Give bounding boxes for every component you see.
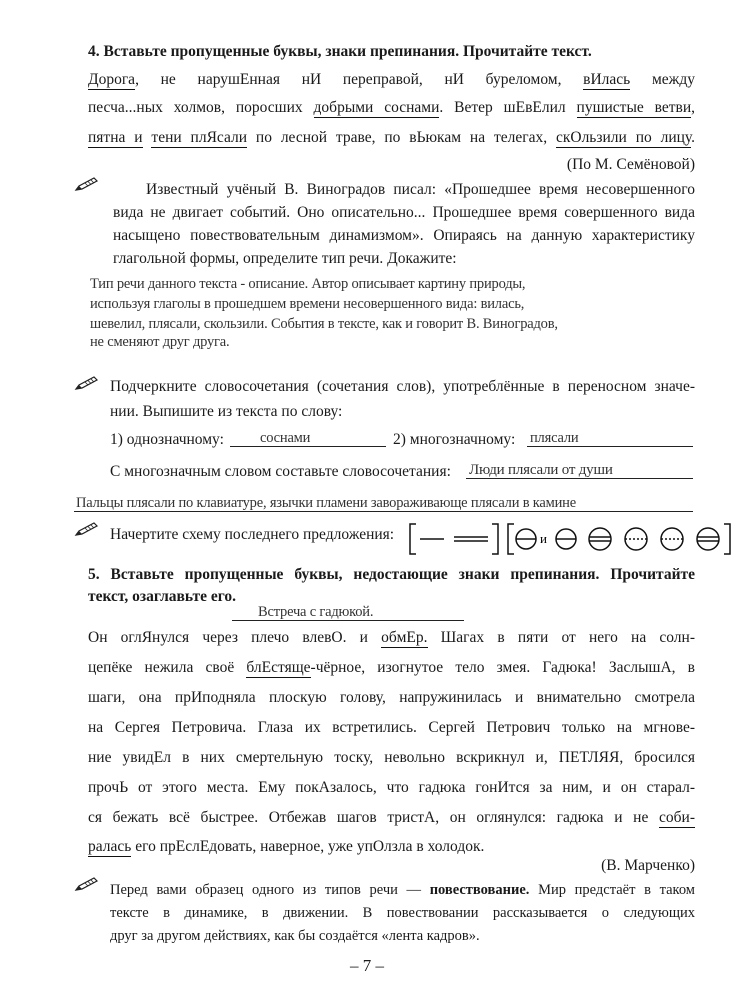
scheme-conjunction: и [540,531,547,546]
figurative-line-1: Подчеркните словосочетания (сочетания слов), употреблённые в переносном значе- [110,378,695,395]
underlined-phrase: добрыми соснами [313,99,440,116]
text-segment: его прЕслЕдовать, наверное, уже упОлзла в холодок. [131,838,485,855]
narration-line-3: друг за другом действиях, как бы создаётся «лента кадров». [110,928,480,944]
answer-multi: плясали [530,430,579,446]
text-line [88,748,695,768]
pencil-icon [74,376,98,390]
text-segment: , [691,99,696,116]
text-line [88,70,695,90]
vinogradov-line-3: насыщено повествовательным динамизмом». Опираясь на данную характеристику [113,227,695,244]
pencil-icon [74,522,98,536]
narration-text: Перед вами образец одного из типов речи — [110,882,430,898]
text-line [88,837,695,857]
text-line [88,628,695,648]
text-segment: песча...ных холмов, поросших [88,99,314,116]
answer-single-field[interactable] [230,428,386,447]
underlined-phrase: блЕстяще [246,659,311,676]
narration-line-2: тексте в динамике, в движении. В повествовании рассказывается о следующих [110,905,695,921]
task5-source: (В. Марченко) [601,857,695,874]
answer-compose-1: Люди плясали от души [469,462,613,478]
task4-source: (По М. Семёновой) [566,156,695,173]
task5-heading-2: текст, озаглавьте его. [88,588,237,605]
scheme-label: Начертите схему последнего предложения: [110,526,395,543]
text-segment: Шагах в пяти от него на солн- [427,629,695,646]
task4-heading: 4. Вставьте пропущенные буквы, знаки препинания. Прочитайте текст. [88,43,592,60]
label-compose: С многозначным словом составьте словосочетания: [110,463,451,480]
text-segment: ние увидЕл в них смертельную тоску, невольно вскрикнул и, ПЕТЛЯЯ, бросился [88,749,695,766]
label-multi: 2) многозначному: [393,431,516,448]
vinogradov-line-4: глагольной формы, определите тип речи. Докажите: [113,250,457,267]
narration-line-1 [110,880,695,900]
text-segment: Он оглЯнулся через плечо влевО. и [88,629,382,646]
underlined-phrase: пушистые ветви [576,99,692,116]
pencil-icon [74,877,98,891]
answer-single: соснами [260,430,311,446]
title-answer-field[interactable] [232,602,464,621]
answer-compose-field-2[interactable] [74,493,693,512]
narration-text: Мир предстаёт в таком [529,882,695,898]
label-single: 1) однозначному: [110,431,224,448]
vinogradov-answer-3: шевелил, плясали, скользили. События в тексте, как и говорит В. Виноградов, [90,316,558,332]
title-answer: Встреча с гадюкой. [258,604,374,620]
text-segment: , не нарушЕнная нИ переправой, нИ буреломом, [135,71,584,88]
page-number: – 7 – [350,956,384,975]
vinogradov-line-2: вида не двигает событий. Оно описательно... Прошедшее время совершенного вида [113,204,695,221]
task5-heading-1: 5. Вставьте пропущенные буквы, недостающие знаки препинания. Прочитайте [88,566,695,583]
text-line [88,718,695,738]
underlined-phrase: соби- [659,809,695,826]
text-segment: шаги, она прИподняла плоскую голову, напружинилась и внимательно смотрела [88,689,695,706]
text-segment: . Ветер шЕвЕлил [439,99,577,116]
text-segment: ся бежать всё быстрее. Отбежав шагов тристА, он оглянулся: гадюка и не [88,809,660,826]
text-segment: . [691,129,696,146]
underlined-phrase: скОльзили по лицу [555,129,692,146]
text-line [88,688,695,708]
vinogradov-answer-2: используя глаголы в прошедшем времени несовершенного вида: вилась, [90,296,525,312]
underlined-phrase: тени плЯсали [151,129,248,146]
underlined-phrase: ралась [88,838,132,855]
answer-multi-field[interactable] [527,428,693,447]
text-segment: цепёке нежила своё [88,659,247,676]
text-segment: -чёрное, изогнутое тело змея. Гадюка! ЗаслышА, в [310,659,696,676]
answer-compose-field-1[interactable] [466,460,693,479]
answer-compose-2: Пальцы плясали по клавиатуре, язычки пламени завораживающе плясали в камине [76,495,576,511]
vinogradov-answer-4: не сменяют друг друга. [90,334,230,350]
sentence-scheme [408,522,734,556]
vinogradov-answer-1: Тип речи данного текста - описание. Автор описывает картину природы, [90,276,526,292]
text-segment: между [630,71,695,88]
text-segment: прочЬ от этого места. Ему покАзалось, что гадюка гонИтся за ним, и он старал- [88,779,695,796]
text-line [88,128,695,148]
narration-term: повествование. [429,882,530,898]
underlined-phrase: вИлась [583,71,631,88]
underlined-phrase: Дорога [88,71,136,88]
figurative-line-2: нии. Выпишите из текста по слову: [110,403,343,420]
vinogradov-line-1: Известный учёный В. Виноградов писал: «Прошедшее время несовершенного [146,181,695,198]
underlined-phrase: обмЕр. [381,629,428,646]
text-segment: по лесной траве, по вЬюкам на телегах, [247,129,556,146]
text-segment: на Сергея Петровича. Глаза их встретились. Сергей Петрович только на мгнове- [88,719,695,736]
underlined-phrase: пятна и [88,129,143,146]
text-line [88,658,695,678]
text-line [88,98,695,118]
text-line [88,808,695,828]
text-line [88,778,695,798]
